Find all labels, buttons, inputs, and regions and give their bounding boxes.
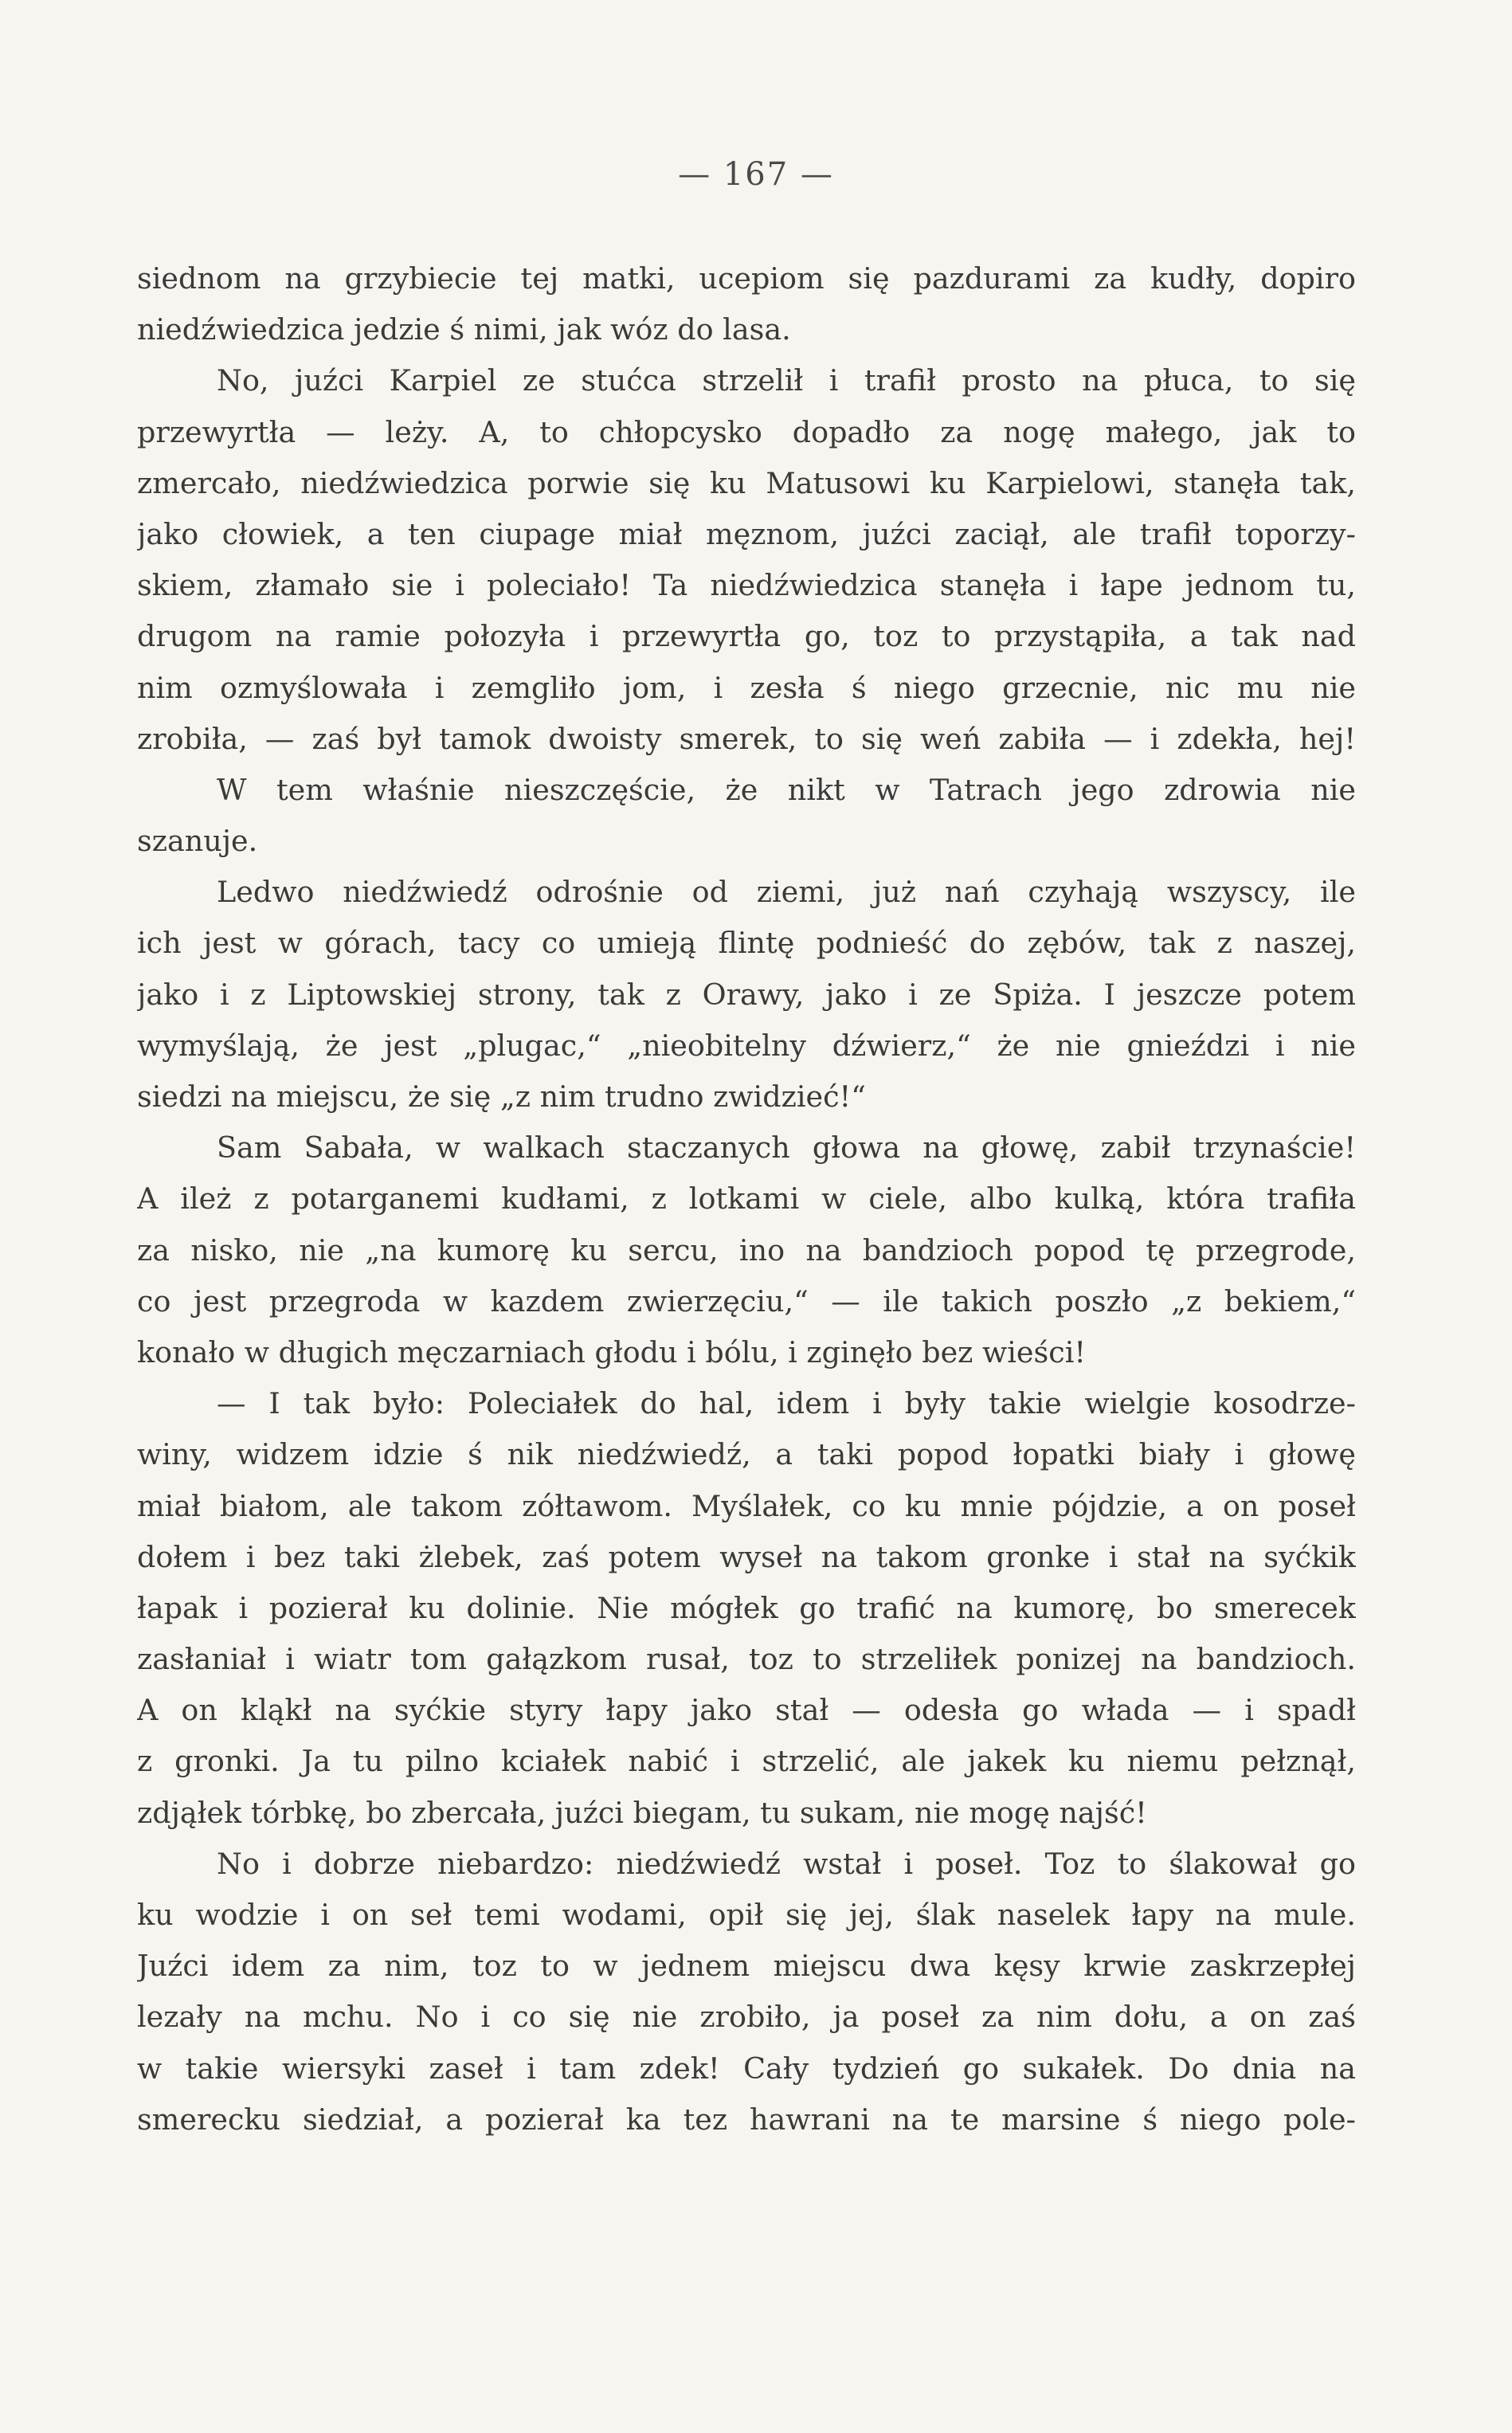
text-line: łapak i pozierał ku dolinie. Nie mógłek go trafić na kumorę, bo smerecek (137, 1590, 1356, 1625)
text-line: Juźci idem za nim, toz to w jednem miejscu dwa kęsy krwie zaskrzepłej (137, 1949, 1356, 1984)
text-line: zdjąłek tórbkę, bo zbercała, juźci biegam, tu sukam, nie mogę najść! (137, 1795, 1147, 1830)
body-text (137, 253, 1356, 2145)
text-line: ich jest w górach, tacy co umieją flintę podnieść do zębów, tak z naszej, (137, 926, 1356, 961)
text-line: siedzi na miejscu, że się „z nim trudno zwidzieć!“ (137, 1079, 866, 1114)
text-line: zrobiła, — zaś był tamok dwoisty smerek, to się weń zabiła — i zdekła, hej! (137, 721, 1356, 756)
text-line: miał białom, ale takom zółtawom. Myślałek, co ku mnie pójdzie, a on poseł (137, 1488, 1356, 1523)
text-line: A on kląkł na syćkie styry łapy jako stał — odesła go włada — i spadł (137, 1693, 1356, 1728)
text-line: dołem i bez taki żlebek, zaś potem wyseł na takom gronke i stał na syćkik (137, 1539, 1356, 1574)
text-line: W tem właśnie nieszczęście, że nikt w Tatrach jego zdrowia nie (217, 772, 1356, 807)
text-line: zmercało, niedźwiedzica porwie się ku Matusowi ku Karpielowi, stanęła tak, (137, 465, 1356, 500)
text-line: drugom na ramie połozyła i przewyrtła go, toz to przystąpiła, a tak nad (137, 619, 1356, 654)
text-line: skiem, złamało sie i poleciało! Ta niedźwiedzica stanęła i łape jednom tu, (137, 568, 1356, 603)
text-line: nim ozmyślowała i zemgliło jom, i zesła ś niego grzecnie, nic mu nie (137, 670, 1356, 705)
text-line: jako i z Liptowskiej strony, tak z Orawy, jako i ze Spiża. I jeszcze potem (137, 977, 1356, 1012)
text-line: z gronki. Ja tu pilno kciałek nabić i strzelić, ale jakek ku niemu pełznął, (137, 1744, 1356, 1779)
text-line: w takie wiersyki zaseł i tam zdek! Cały tydzień go sukałek. Do dnia na (137, 2051, 1356, 2086)
text-line: co jest przegroda w kazdem zwierzęciu,“ — ile takich poszło „z bekiem,“ (137, 1283, 1356, 1318)
text-line: No, juźci Karpiel ze stućca strzelił i trafił prosto na płuca, to się (217, 363, 1356, 398)
text-line: konało w długich męczarniach głodu i bólu, i zginęło bez wieści! (137, 1334, 1087, 1369)
text-line: smerecku siedział, a pozierał ka tez hawrani na te marsine ś niego pole- (137, 2102, 1356, 2137)
text-line: No i dobrze niebardzo: niedźwiedź wstał i poseł. Toz to ślakował go (217, 1846, 1356, 1881)
text-line: Ledwo niedźwiedź odrośnie od ziemi, już nań czyhają wszyscy, ile (217, 875, 1356, 910)
text-line: — I tak było: Poleciałek do hal, idem i były takie wielgie kosodrze- (217, 1386, 1356, 1421)
text-line: lezały na mchu. No i co się nie zrobiło, ja poseł za nim dołu, a on zaś (137, 2000, 1356, 2035)
text-line: niedźwiedzica jedzie ś nimi, jak wóz do lasa. (137, 312, 791, 347)
text-line: szanuje. (137, 824, 258, 859)
page-number: — 167 — (678, 156, 834, 193)
text-line: za nisko, nie „na kumorę ku sercu, ino na bandzioch popod tę przegrode, (137, 1232, 1356, 1267)
text-line: winy, widzem idzie ś nik niedźwiedź, a taki popod łopatki biały i głowę (137, 1437, 1356, 1472)
text-line: jako cłowiek, a ten ciupage miał męznom, juźci zaciął, ale trafił toporzy- (137, 516, 1356, 551)
text-line: ku wodzie i on seł temi wodami, opił się jej, ślak naselek łapy na mule. (137, 1898, 1356, 1932)
text-line: Sam Sabała, w walkach staczanych głowa na głowę, zabił trzynaście! (217, 1130, 1356, 1166)
text-line: przewyrtła — leży. A, to chłopcysko dopadło za nogę małego, jak to (137, 414, 1356, 449)
text-line: zasłaniał i wiatr tom gałązkom rusał, toz to strzeliłek ponizej na bandzioch. (137, 1642, 1356, 1677)
text-line: A ileż z potarganemi kudłami, z lotkami w ciele, albo kulką, która trafiła (137, 1181, 1356, 1216)
text-line: siednom na grzybiecie tej matki, ucepiom się pazdurami za kudły, dopiro (137, 261, 1356, 296)
text-line: wymyślają, że jest „plugac,“ „nieobitelny dźwierz,“ że nie gnieździ i nie (137, 1028, 1356, 1063)
